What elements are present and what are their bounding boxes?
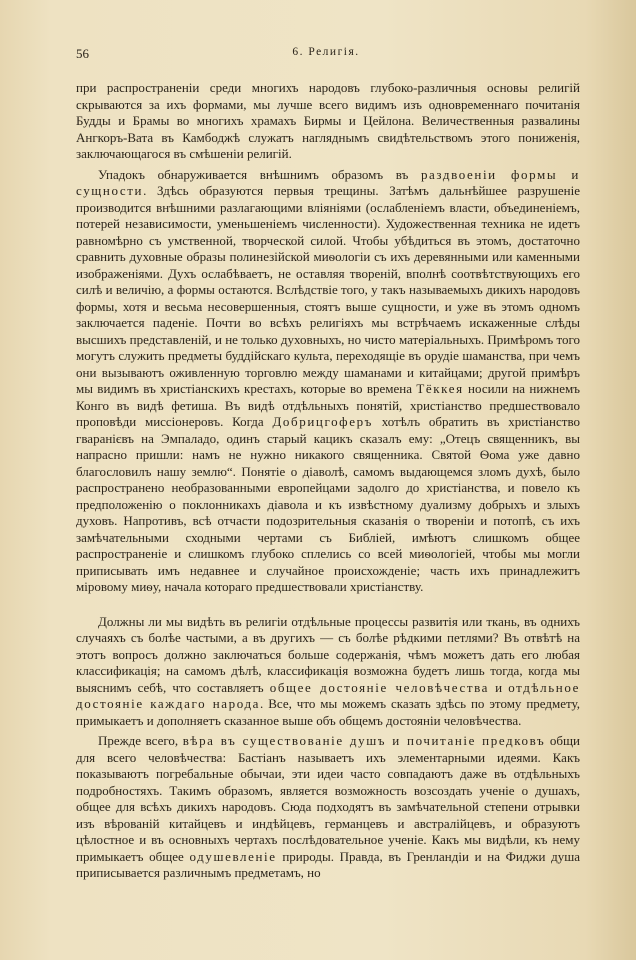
- text-segment: хотѣлъ обратить въ христіанство гваранієвъ на Эмпаладо, одинъ старый кацикъ сказалъ ему: „Отецъ священникъ, вы напрасно пришли: намъ не нужно никакого священника. Святой Ѳома уже давно благословилъ нашу землю“. Понятіе о діаволѣ, самомъ выдающемся зломъ духѣ, было распространено необразованными европейцами задолго до христіанства, и повело къ предположенію о поклонникахъ діавола и къ извѣстному дуализму добрыхъ и злыхъ духовъ. Напротивъ, всѣ отчасти подозрительныя сказанія о твореніи и потопѣ, съ ихъ замѣчательными сходными чертами съ Библіей, имѣютъ слишкомъ общее распространеніе и слишкомъ глубоко сплелись со всей миѳологіей, чтобы мы могли приписывать имъ недавнее и случайное происхожденіе; часть ихъ принадлежитъ міровому миѳу, начала котораго предшествовали христіанству.: [76, 414, 580, 594]
- spaced-emphasis: вѣра въ существованіе душъ и почитаніе предковъ: [182, 733, 546, 748]
- spaced-emphasis: Тёккея: [416, 381, 464, 396]
- paragraph-continuation: [76, 80, 580, 163]
- text-segment: . Здѣсь образуются первыя трещины. Затѣмъ дальнѣйшее разрушеніе производится внѣшними разлагающими вліяніями (ослабленіемъ власти, объединеніемъ, потерей независимости, уменьшеніемъ численности). Художественная техника не идетъ равномѣрно съ умственной, творческой силой. Чтобы убѣдиться въ этомъ, достаточно сравнить духовные образы полинезійской миѳологіи съ ихъ деревянными или каменными изображеніями. Духъ ослабѣваетъ, не оставляя твореній, вполнѣ соотвѣтствующихъ его силѣ и величію, а формы остаются. Вслѣдствіе того, у такъ называемыхъ дикихъ народовъ формы, хотя и весьма несовершенныя, стоятъ выше сущности, и уже въ этомъ одномъ заключается паденіе. Почти во всѣхъ религіяхъ мы встрѣчаемъ искаженные слѣды высшихъ представленій, и не только духовныхъ, но чисто матеріальныхъ. Примѣромъ того могутъ служить предметы буддійскаго культа, переходящіе въ орудіе шаманства, при чемъ они вызываютъ оживленную торговлю между шаманами и китайцами; другой примѣръ мы видимъ въ христіанскихъ крестахъ, которые во времена: [76, 183, 580, 396]
- text-segment: и: [489, 679, 509, 695]
- spaced-emphasis: отдѣльное достояніе каждаго народа: [76, 679, 580, 711]
- text-segment: Прежде всего,: [98, 733, 183, 748]
- page-number: 56: [76, 46, 89, 61]
- text-segment: при распространеніи среди многихъ народовъ глубоко-различныя основы религій скрываются за ихъ формами, мы лучше всего видимъ изъ одновременнаго почитанія Будды и Брамы во многихъ храмахъ Бирмы и Цейлона. Величественныя развалины Ангкоръ-Вата въ Камбоджѣ служатъ нагляднымъ свидѣтельствомъ этого пониженія, заключающагося въ смѣшеніи религій.: [76, 80, 580, 161]
- text-segment: . Все, что мы можемъ сказать здѣсь по этому предмету, примыкаетъ и дополняетъ сказанное выше объ общемъ достояніи человѣчества.: [76, 696, 580, 728]
- paragraph-souls: [76, 733, 580, 882]
- text-segment: носили на нижнемъ Конго въ видѣ фетиша. Въ видѣ отдѣльныхъ понятій, христіанство предшествовало проповѣди миссіонеровъ. Когда: [76, 381, 580, 429]
- text-segment: общи для всего человѣчества: Бастіанъ называетъ ихъ элементарными идеями. Какъ показываютъ погребальные обычаи, эти идеи часто совпадаютъ даже въ отдѣльныхъ подробностяхъ. Такимъ образомъ, является возможность возсоздать ученіе о душахъ, общее для всѣхъ дикихъ народовъ. Сюда подходятъ въ замѣчательной степени отрывки изъ вѣрованій китайцевъ и индѣйцевъ, германцевъ и австралійцевъ, и образуютъ цѣлостное и въ основныхъ чертахъ послѣдовательное ученіе. Какъ мы видѣли, къ нему примыкаетъ общее: [76, 733, 580, 864]
- text-segment: Упадокъ обнаруживается внѣшнимъ образомъ въ: [98, 166, 421, 182]
- spaced-emphasis: раздвоеніи формы и сущности: [76, 166, 580, 198]
- section-title: 6. Религія.: [292, 46, 360, 58]
- text-segment: природы. Правда, въ Гренландіи и на Фиджи душа приписывается различнымъ предметамъ, но: [76, 848, 580, 880]
- paragraph-question: [76, 614, 580, 730]
- spaced-emphasis: Добрицгоферъ: [272, 414, 373, 429]
- text-segment: Должны ли мы видѣть въ религіи отдѣльные процессы развитія или ткань, въ однихъ случаяхъ съ болѣе частыми, а въ другихъ — съ болѣе рѣдкими петлями? Въ отвѣтѣ на этотъ вопросъ должно заключаться больше содержанія, чѣмъ можетъ дать его любая классификація; на самомъ дѣлѣ, классификація возможна будетъ лишь тогда, когда мы выяснимъ себѣ, что составляетъ: [76, 613, 580, 695]
- paragraph-decline: [76, 167, 580, 596]
- spaced-emphasis: одушевленіе: [189, 848, 277, 864]
- spaced-emphasis: общее достояніе человѣчества: [269, 679, 490, 695]
- running-head: [76, 46, 576, 66]
- body-text: [76, 80, 580, 882]
